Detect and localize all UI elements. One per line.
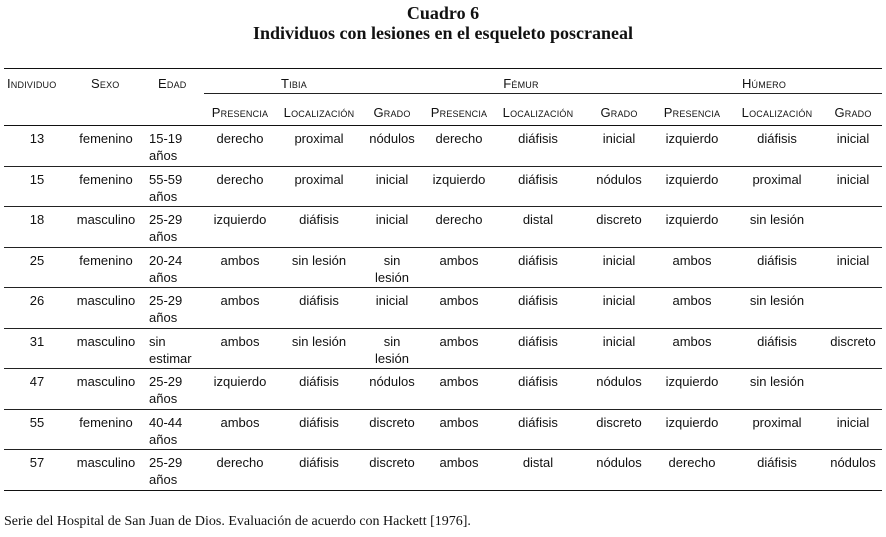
cell-femur-grado: nódulos xyxy=(596,374,642,389)
cell-individuo: 31 xyxy=(29,333,45,349)
cell-tibia-localizacion: diáfisis xyxy=(299,212,339,227)
cell-humero-grado: discreto xyxy=(830,333,876,349)
cell-humero-localizacion: proximal xyxy=(752,414,802,430)
cell-tibia-grado: discreto xyxy=(369,414,415,430)
table-title: Cuadro 6 xyxy=(406,3,480,23)
header-sexo: Sexo xyxy=(91,76,120,91)
row-divider xyxy=(4,206,882,207)
cell-sexo: femenino xyxy=(79,131,133,146)
cell-femur-localizacion: diáfisis xyxy=(518,131,558,146)
header-edad: Edad xyxy=(158,76,187,91)
cell-femur-localizacion: distal xyxy=(522,455,554,470)
header-tibia: Tibia xyxy=(281,76,307,91)
cell-individuo: 55 xyxy=(29,414,45,430)
cell-humero-grado: inicial xyxy=(836,131,870,146)
cell-femur-grado: nódulos xyxy=(596,455,642,470)
cell-edad: 15-19 años xyxy=(149,131,183,163)
subheader-tibia-presencia: Presencia xyxy=(211,105,269,120)
cell-individuo: 26 xyxy=(29,293,45,308)
cell-humero-localizacion: sin lesión xyxy=(749,293,805,308)
cell-humero-grado: inicial xyxy=(836,414,870,430)
cell-humero-presencia: izquierdo xyxy=(665,374,719,389)
cell-tibia-grado: sin lesión xyxy=(375,333,409,366)
row-divider xyxy=(4,368,882,369)
cell-femur-presencia: ambos xyxy=(439,455,479,470)
cell-sexo: masculino xyxy=(76,293,136,308)
cell-femur-presencia: ambos xyxy=(439,293,479,308)
cell-femur-localizacion: diáfisis xyxy=(518,374,558,389)
cell-humero-grado: inicial xyxy=(836,252,870,268)
subheader-femur-presencia: Presencia xyxy=(430,105,488,120)
cell-tibia-presencia: ambos xyxy=(220,252,260,268)
cell-edad: 20-24 años xyxy=(149,252,183,285)
cell-femur-grado: discreto xyxy=(596,414,642,430)
cell-femur-grado: inicial xyxy=(602,131,636,146)
subheader-tibia-localizacion: Localización xyxy=(283,105,355,120)
cell-individuo: 18 xyxy=(29,212,45,227)
top-rule xyxy=(4,68,882,69)
cell-femur-localizacion: diáfisis xyxy=(518,252,558,268)
subheader-humero-localizacion: Localización xyxy=(741,105,813,120)
cell-humero-presencia: izquierdo xyxy=(665,131,719,146)
cell-tibia-grado: nódulos xyxy=(369,131,415,146)
row-divider xyxy=(4,409,882,410)
cell-tibia-grado: discreto xyxy=(369,455,415,470)
cell-sexo: masculino xyxy=(76,374,136,389)
cell-tibia-localizacion: proximal xyxy=(294,171,344,187)
cell-humero-presencia: izquierdo xyxy=(665,414,719,430)
cell-humero-presencia: izquierdo xyxy=(665,212,719,227)
cell-sexo: masculino xyxy=(76,455,136,470)
cell-humero-localizacion: diáfisis xyxy=(757,131,797,146)
header-divider xyxy=(204,93,882,94)
cell-humero-localizacion: proximal xyxy=(752,171,802,187)
cell-humero-presencia: ambos xyxy=(672,252,712,268)
cell-tibia-grado: inicial xyxy=(375,293,409,308)
cell-femur-grado: nódulos xyxy=(596,171,642,187)
cell-humero-grado: inicial xyxy=(836,171,870,187)
cell-tibia-grado: inicial xyxy=(375,212,409,227)
cell-tibia-localizacion: diáfisis xyxy=(299,414,339,430)
cell-humero-localizacion: diáfisis xyxy=(757,333,797,349)
cell-edad: 25-29 años xyxy=(149,212,183,244)
row-divider xyxy=(4,328,882,329)
row-divider xyxy=(4,166,882,167)
row-divider xyxy=(4,247,882,248)
cell-femur-presencia: ambos xyxy=(439,333,479,349)
cell-humero-localizacion: sin lesión xyxy=(749,374,805,389)
cell-humero-localizacion: diáfisis xyxy=(757,455,797,470)
row-divider xyxy=(4,287,882,288)
bottom-rule xyxy=(4,490,882,491)
cell-edad: 25-29 años xyxy=(149,374,183,406)
header-individuo: Individuo xyxy=(7,76,57,91)
cell-femur-presencia: ambos xyxy=(439,252,479,268)
cell-tibia-localizacion: proximal xyxy=(294,131,344,146)
cell-femur-localizacion: diáfisis xyxy=(518,171,558,187)
cell-femur-grado: inicial xyxy=(602,252,636,268)
cell-tibia-presencia: izquierdo xyxy=(213,212,267,227)
cell-humero-localizacion: sin lesión xyxy=(749,212,805,227)
subheader-tibia-grado: Grado xyxy=(373,105,411,120)
cell-tibia-localizacion: sin lesión xyxy=(291,333,347,349)
cell-tibia-localizacion: diáfisis xyxy=(299,455,339,470)
cell-tibia-grado: sin lesión xyxy=(375,252,409,285)
cell-tibia-presencia: derecho xyxy=(216,171,264,187)
cell-sexo: masculino xyxy=(76,333,136,349)
cell-humero-presencia: ambos xyxy=(672,333,712,349)
cell-tibia-grado: nódulos xyxy=(369,374,415,389)
cell-sexo: femenino xyxy=(79,414,133,430)
table-subtitle: Individuos con lesiones en el esqueleto poscraneal xyxy=(252,23,634,43)
cell-femur-localizacion: diáfisis xyxy=(518,293,558,308)
header-rule xyxy=(4,125,882,126)
subheader-femur-localizacion: Localización xyxy=(502,105,574,120)
subheader-humero-grado: Grado xyxy=(834,105,872,120)
cell-femur-localizacion: diáfisis xyxy=(518,333,558,349)
table-note: Serie del Hospital de San Juan de Dios. Evaluación de acuerdo con Hackett [1976]. xyxy=(4,514,471,529)
cell-tibia-presencia: derecho xyxy=(216,455,264,470)
cell-tibia-presencia: derecho xyxy=(216,131,264,146)
header-femur: Fémur xyxy=(503,76,539,91)
header-humero: Húmero xyxy=(741,76,787,91)
cell-tibia-presencia: ambos xyxy=(220,333,260,349)
cell-individuo: 57 xyxy=(29,455,45,470)
subheader-femur-grado: Grado xyxy=(600,105,638,120)
cell-edad: 25-29 años xyxy=(149,455,183,487)
cell-femur-grado: inicial xyxy=(602,293,636,308)
cell-humero-presencia: derecho xyxy=(668,455,716,470)
cell-femur-grado: inicial xyxy=(602,333,636,349)
cell-edad: sin estimar xyxy=(149,333,192,366)
cell-sexo: masculino xyxy=(76,212,136,227)
cell-femur-presencia: derecho xyxy=(435,212,483,227)
cell-humero-presencia: izquierdo xyxy=(665,171,719,187)
cell-individuo: 13 xyxy=(29,131,45,146)
cell-tibia-presencia: ambos xyxy=(220,293,260,308)
cell-femur-localizacion: diáfisis xyxy=(518,414,558,430)
cell-humero-localizacion: diáfisis xyxy=(757,252,797,268)
cell-humero-grado: nódulos xyxy=(830,455,876,470)
cell-femur-presencia: izquierdo xyxy=(432,171,486,187)
cell-sexo: femenino xyxy=(79,252,133,268)
cell-femur-grado: discreto xyxy=(596,212,642,227)
subheader-humero-presencia: Presencia xyxy=(663,105,721,120)
cell-individuo: 25 xyxy=(29,252,45,268)
cell-edad: 55-59 años xyxy=(149,171,183,204)
cell-edad: 25-29 años xyxy=(149,293,183,325)
cell-tibia-presencia: ambos xyxy=(220,414,260,430)
cell-tibia-localizacion: sin lesión xyxy=(291,252,347,268)
cell-tibia-presencia: izquierdo xyxy=(213,374,267,389)
cell-tibia-localizacion: diáfisis xyxy=(299,293,339,308)
cell-femur-presencia: ambos xyxy=(439,374,479,389)
row-divider xyxy=(4,449,882,450)
cell-femur-presencia: derecho xyxy=(435,131,483,146)
cell-individuo: 15 xyxy=(29,171,45,187)
cell-sexo: femenino xyxy=(79,171,133,187)
cell-tibia-grado: inicial xyxy=(375,171,409,187)
cell-individuo: 47 xyxy=(29,374,45,389)
cell-tibia-localizacion: diáfisis xyxy=(299,374,339,389)
cell-edad: 40-44 años xyxy=(149,414,183,447)
cell-femur-presencia: ambos xyxy=(439,414,479,430)
cell-femur-localizacion: distal xyxy=(522,212,554,227)
cell-humero-presencia: ambos xyxy=(672,293,712,308)
